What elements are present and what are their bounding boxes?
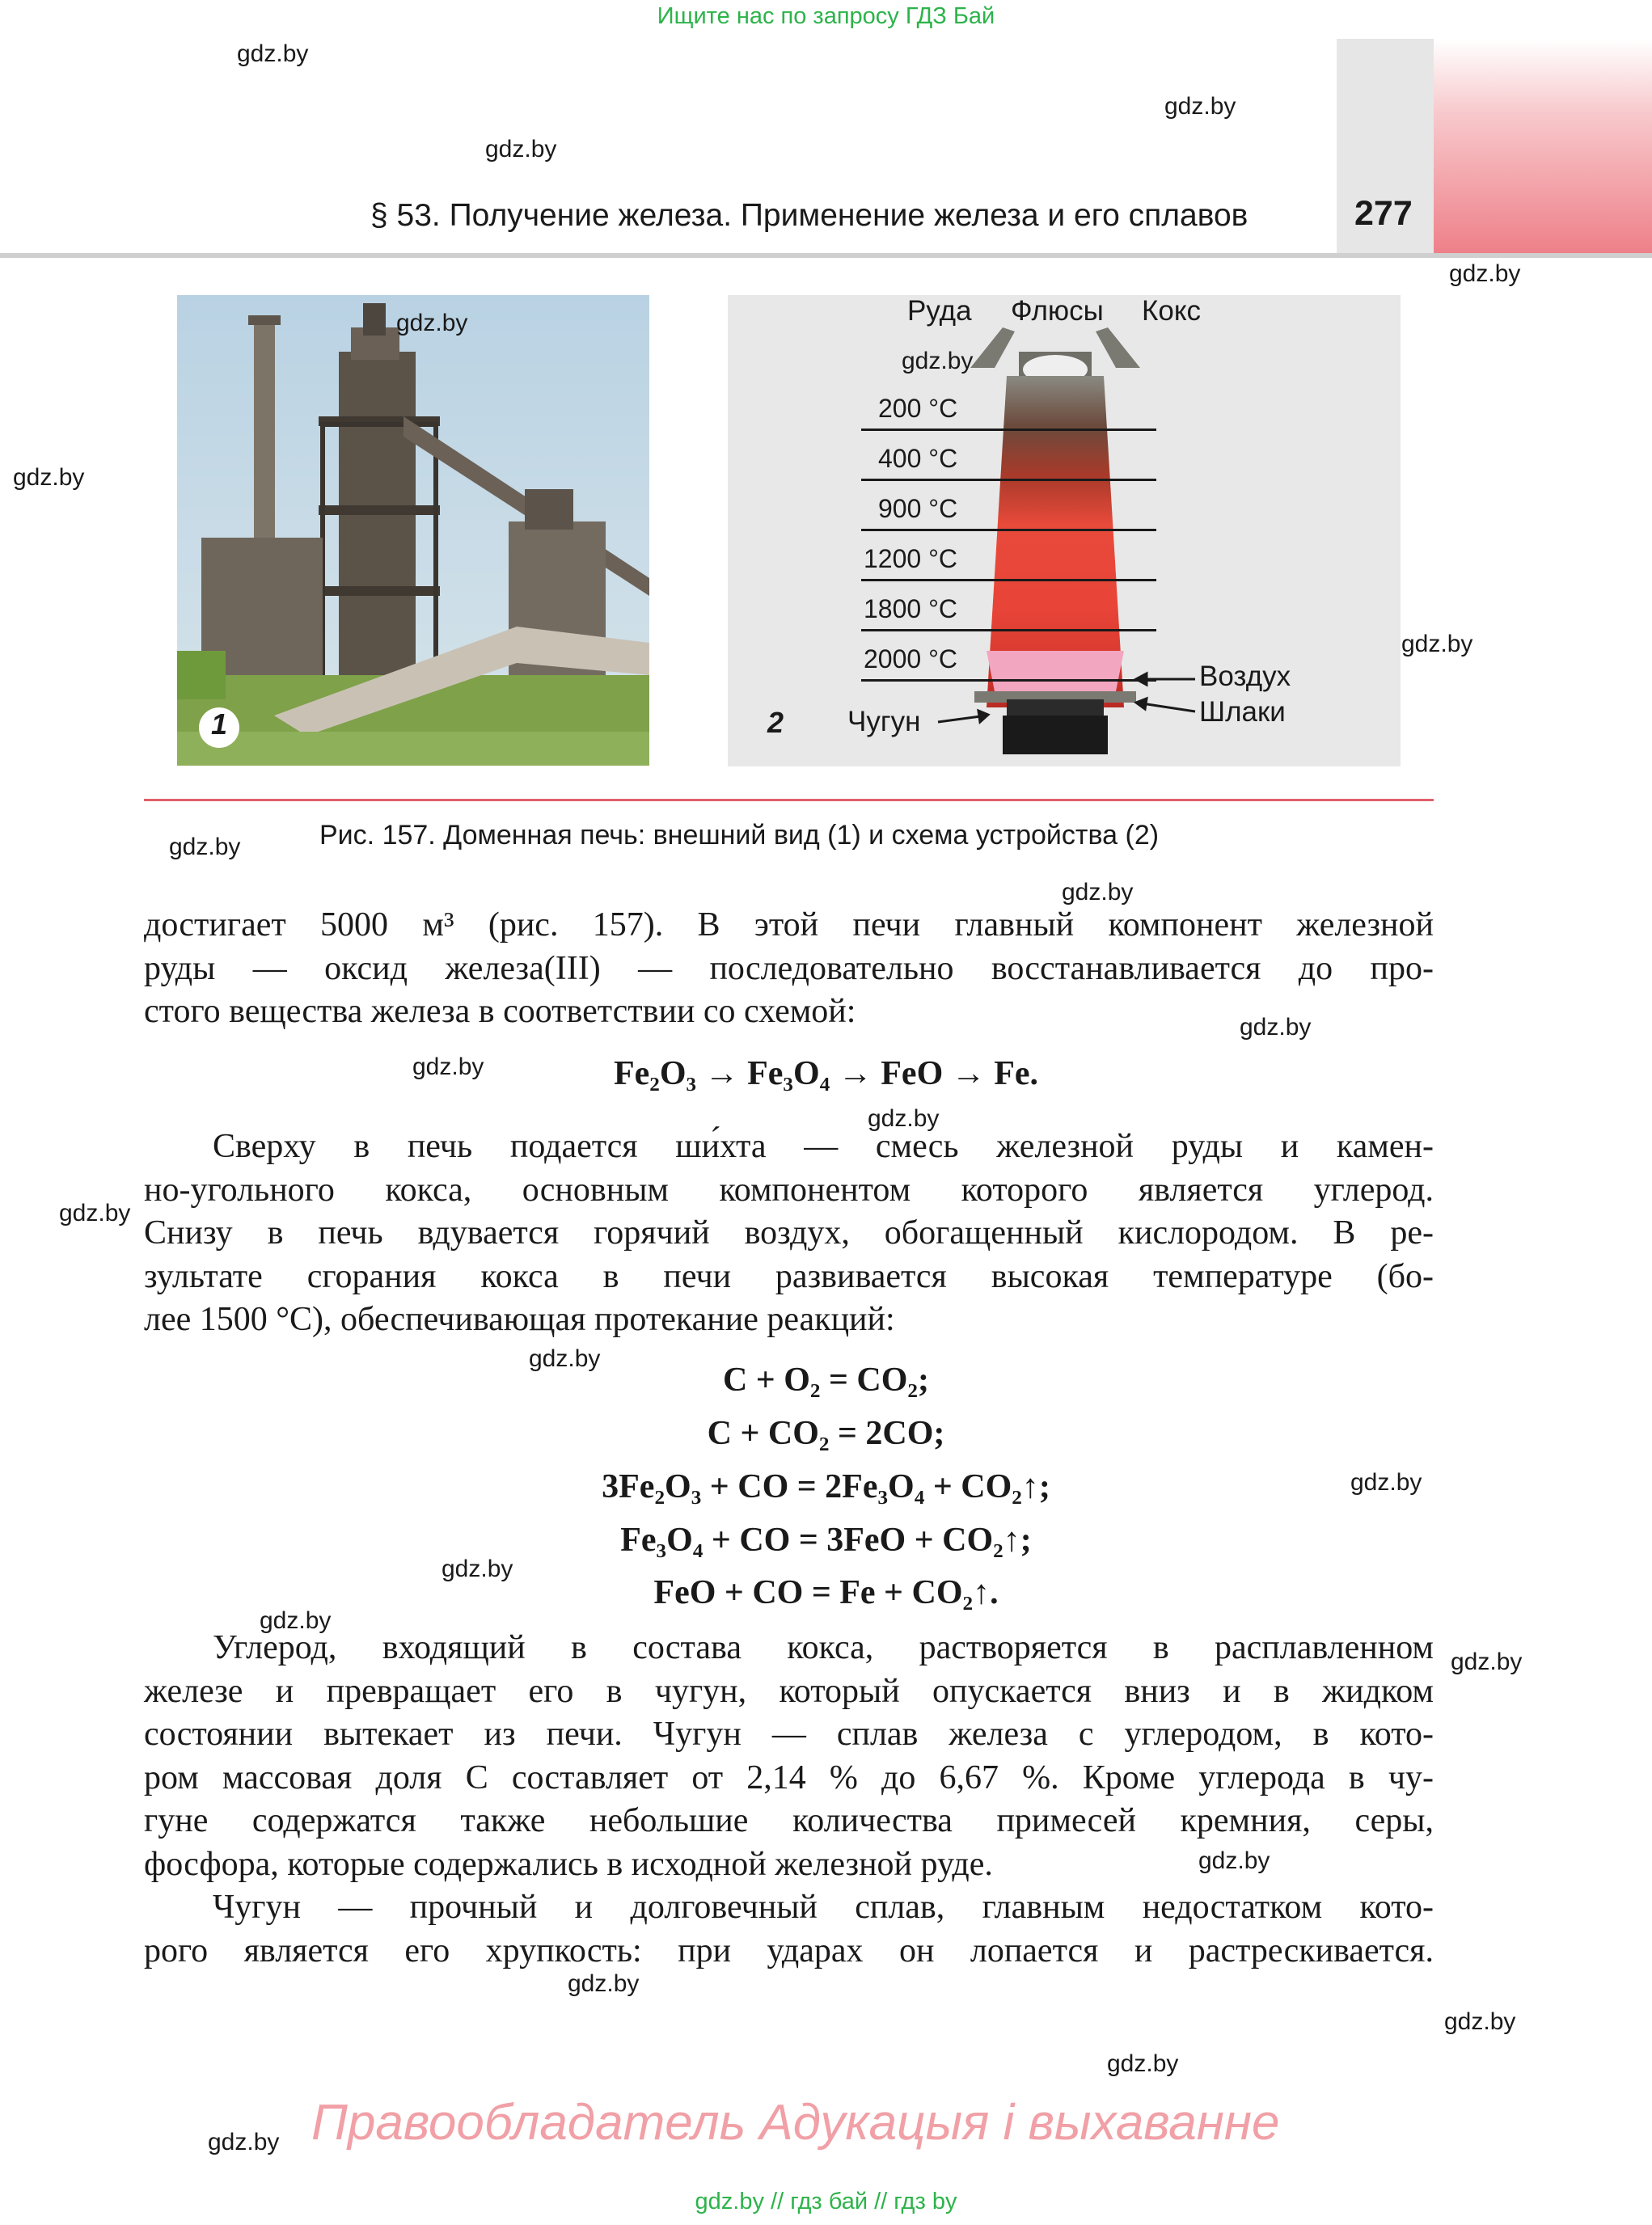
watermark: gdz.by <box>412 1053 484 1080</box>
watermark: gdz.by <box>442 1556 513 1582</box>
text-line: стого вещества железа в соответствии со схемой: <box>144 993 856 1030</box>
text-line: рого является его хрупкость: при ударах он лопается и растрескивается. <box>144 1932 1434 1970</box>
temp-label-1800: 1800 °C <box>864 594 957 623</box>
copyright-notice: Правообладатель Адукацыя і выхаванне <box>311 2095 1280 2151</box>
reaction-5: FeO + CO = Fe + CO₂↑. <box>653 1574 999 1611</box>
ore-label: Руда <box>907 295 972 327</box>
watermark: gdz.by <box>237 40 309 67</box>
temp-label-400: 400 °C <box>878 444 958 473</box>
watermark: gdz.by <box>1451 1649 1523 1675</box>
text-line: Сверху в печь подается ши́хта — смесь железной руды и камен- <box>213 1128 1434 1165</box>
text-line: руды — оксид железа(III) — последовательно восстанавливается до про- <box>144 949 1434 987</box>
reduction-scheme: Fe₂O₃ → Fe₃O₄ → FeO → Fe. <box>613 1055 1039 1092</box>
blast-furnace-illustration <box>177 295 649 766</box>
watermark: gdz.by <box>868 1105 940 1132</box>
reaction-1: C + O₂ = CO₂; <box>722 1362 930 1399</box>
header-divider <box>0 253 1652 258</box>
section-title: § 53. Получение железа. Применение железа и его сплавов <box>370 198 1249 233</box>
reaction-3: 3Fe₂O₃ + CO = 2Fe₃O₄ + CO₂↑; <box>602 1468 1050 1505</box>
iron-label: Чугун <box>847 706 921 737</box>
watermark: gdz.by <box>1198 1847 1270 1874</box>
reaction-2: C + CO₂ = 2CO; <box>707 1415 945 1452</box>
photo-label: 1 <box>210 707 228 741</box>
text-line: Снизу в печь вдувается горячий воздух, обогащенный кислородом. В ре- <box>144 1214 1434 1252</box>
header-accent <box>1434 39 1652 255</box>
paragraph-4 <box>144 1888 1434 1974</box>
watermark: gdz.by <box>1444 2008 1516 2035</box>
figure-caption: Рис. 157. Доменная печь: внешний вид (1) и схема устройства (2) <box>319 820 1160 851</box>
temp-label-900: 900 °C <box>878 494 958 523</box>
watermark: gdz.by <box>1401 631 1473 657</box>
reaction-4: Fe₃O₄ + CO = 3FeO + CO₂↑; <box>620 1522 1032 1559</box>
text-line: достигает 5000 м³ (рис. 157). В этой печи главный компонент железной <box>144 906 1434 944</box>
text-line: зультате сгорания кокса в печи развивается высокая температуре (бо- <box>144 1257 1434 1295</box>
air-label: Воздух <box>1199 661 1291 692</box>
text-line: фосфора, которые содержались в исходной железной руде. <box>144 1845 993 1883</box>
search-banner[interactable]: Ищите нас по запросу ГДЗ Бай <box>657 3 995 29</box>
watermark: gdz.by <box>59 1200 131 1226</box>
flux-label: Флюсы <box>1011 295 1104 327</box>
watermark: gdz.by <box>485 136 557 163</box>
watermark: gdz.by <box>1350 1469 1422 1496</box>
footer-links[interactable]: gdz.by // гдз бай // гдз by <box>695 2189 957 2214</box>
text-line: лее 1500 °С), обеспечивающая протекание реакций: <box>144 1301 895 1338</box>
page-number: 277 <box>1354 194 1413 233</box>
watermark: gdz.by <box>1449 260 1521 287</box>
watermark: gdz.by <box>169 834 241 860</box>
watermark: gdz.by <box>13 464 85 491</box>
text-line: но-угольного кокса, основным компонентом которого является углерод. <box>144 1171 1434 1209</box>
text-line: ром массовая доля C составляет от 2,14 % до 6,67 %. Кроме углерода в чу- <box>144 1758 1434 1796</box>
watermark: gdz.by <box>1240 1014 1312 1041</box>
figure-divider <box>144 799 1434 801</box>
coke-label: Кокс <box>1142 295 1202 327</box>
watermark: gdz.by <box>568 1970 640 1997</box>
watermark: gdz.by <box>902 348 974 374</box>
text-line: Чугун — прочный и долговечный сплав, главным недостатком кото- <box>213 1889 1434 1926</box>
temp-label-200: 200 °C <box>878 394 958 423</box>
watermark: gdz.by <box>1164 93 1236 120</box>
diagram-arrows <box>728 295 1401 766</box>
blast-furnace-photo <box>177 295 649 766</box>
watermark: gdz.by <box>1107 2050 1179 2077</box>
diagram-label: 2 <box>767 706 784 739</box>
text-line: Углерод, входящий в состава кокса, растворяется в расплавленном <box>213 1629 1434 1666</box>
temp-label-1200: 1200 °C <box>864 544 957 573</box>
temp-label-2000: 2000 °C <box>864 644 957 673</box>
text-line: состоянии вытекает из печи. Чугун — сплав железа с углеродом, в кото- <box>144 1716 1434 1753</box>
text-line: гуне содержатся также небольшие количества примесей кремния, серы, <box>144 1802 1434 1839</box>
watermark: gdz.by <box>260 1607 332 1634</box>
blast-furnace-diagram <box>728 295 1401 766</box>
paragraph-2 <box>144 1127 1434 1344</box>
text-line: железе и превращает его в чугун, который опускается вниз и в жидком <box>144 1672 1434 1710</box>
watermark: gdz.by <box>208 2129 280 2155</box>
watermark: gdz.by <box>1062 879 1134 906</box>
slag-label: Шлаки <box>1199 696 1286 728</box>
watermark: gdz.by <box>529 1345 601 1372</box>
watermark: gdz.by <box>396 310 468 336</box>
